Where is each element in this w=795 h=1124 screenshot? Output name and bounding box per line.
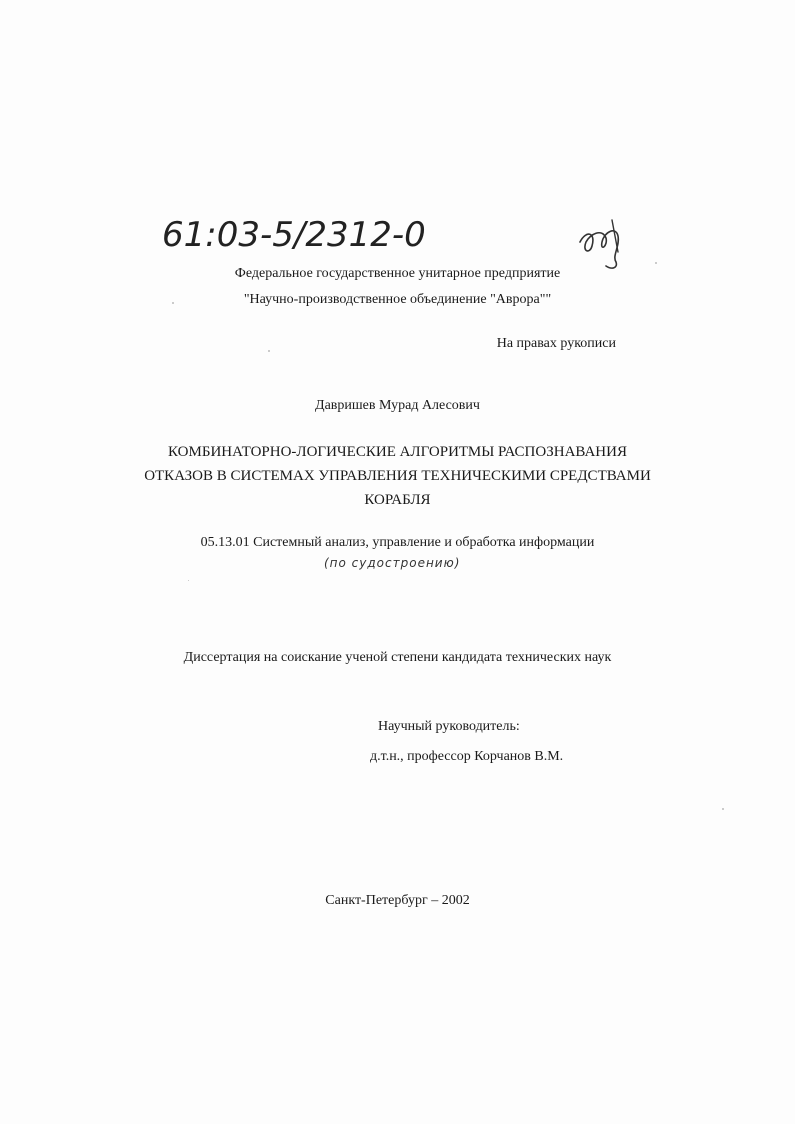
specialty-note-text: (по судостроению): [324, 556, 461, 570]
specialty-handwritten-note: [320, 553, 480, 573]
handwritten-catalog-code: [160, 206, 480, 256]
supervisor-label: Научный руководитель:: [378, 719, 520, 734]
author-name: Давришев Мурад Алесович: [315, 398, 480, 413]
title-line: ОТКАЗОВ В СИСТЕМАХ УПРАВЛЕНИЯ ТЕХНИЧЕСКИМИ СРЕДСТВАМИ: [144, 468, 651, 484]
dissertation-type: Диссертация на соискание ученой степени кандидата технических наук: [183, 650, 612, 665]
place-and-year: Санкт-Петербург – 2002: [325, 893, 470, 908]
specialty-code: 05.13.01 Системный анализ, управление и обработка информации: [200, 535, 595, 550]
signature-mark: [572, 212, 632, 274]
rights-note: На правах рукописи: [496, 336, 616, 351]
scan-speck: [268, 350, 270, 352]
handwritten-code-text: 61:03-5/2312-0: [162, 215, 426, 255]
scan-speck: [655, 262, 657, 264]
scan-speck: [172, 302, 174, 304]
organization-line-2: "Научно-производственное объединение "Аврора"": [243, 292, 552, 307]
scan-speck: [722, 808, 724, 810]
supervisor-name: д.т.н., профессор Корчанов В.М.: [370, 749, 564, 764]
dissertation-title: [100, 440, 695, 512]
title-line: КОМБИНАТОРНО-ЛОГИЧЕСКИЕ АЛГОРИТМЫ РАСПОЗНАВАНИЯ: [168, 444, 627, 460]
scan-speck: [188, 580, 189, 581]
title-line: КОРАБЛЯ: [364, 492, 431, 508]
organization-line-1: Федеральное государственное унитарное предприятие: [234, 266, 561, 281]
